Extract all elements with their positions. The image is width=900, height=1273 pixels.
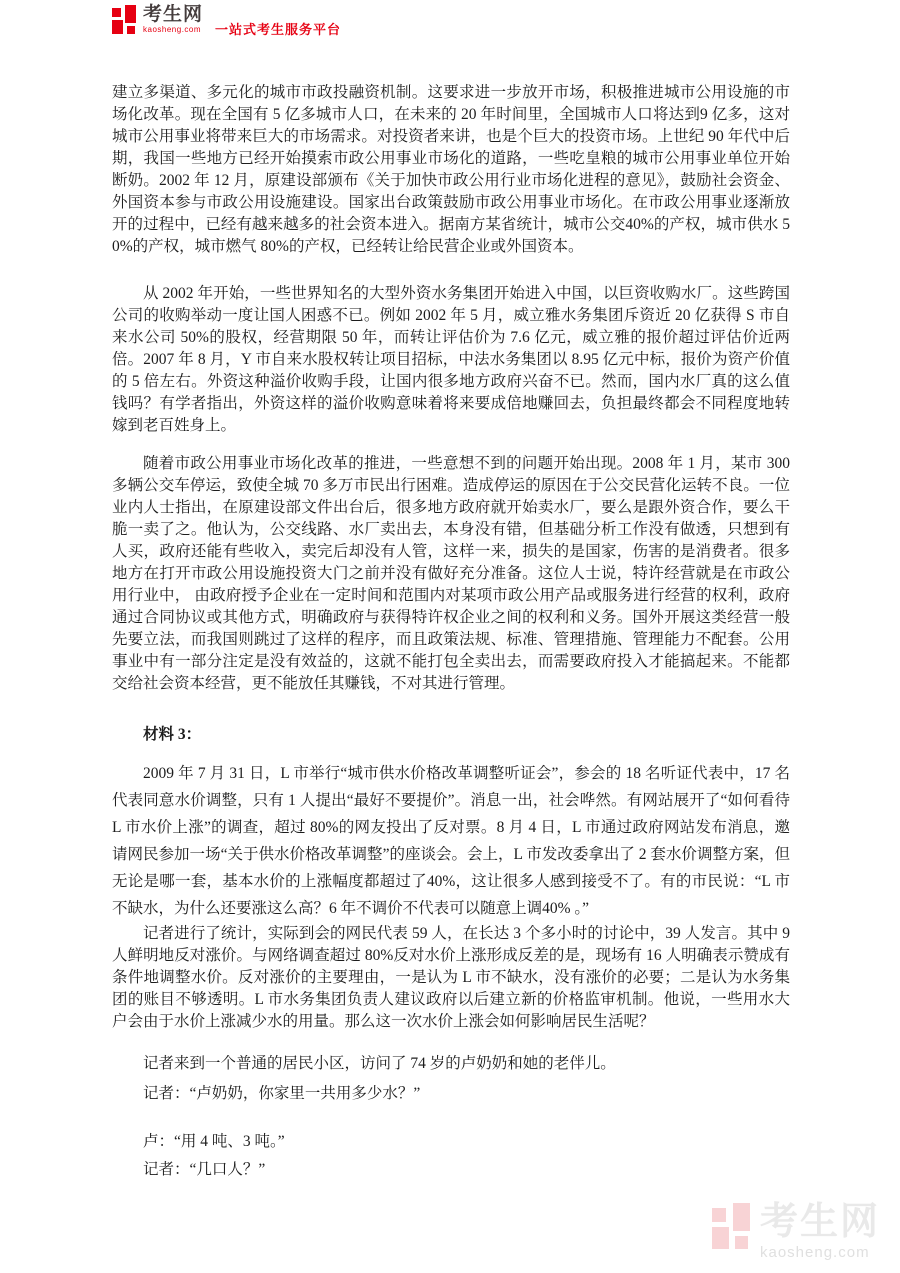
kaosheng-watermark bbox=[712, 1203, 880, 1260]
document-body bbox=[112, 82, 790, 1181]
logo-name: 考生网 bbox=[143, 4, 204, 25]
paragraph-continuation: 建立多渠道、多元化的城市市政投融资机制。这要求进一步放开市场，积极推进城市公用设施的市场化改革。现在全国有 5 亿多城市人口，在未来的 20 年时间里，全国城市人口将达到9 亿多，这对城市公用事业将带来巨大的市场需求。对投资者来讲，也是个巨大的投资市场。上世纪 90 年代中后期，我国一些地方已经开始摸索市政公用事业市场化的道路，一些吃皇粮的城市公用事业单位开始断奶。2002 年 12 月，原建设部颁布《关于加快市政公用行业市场化进程的意见》，鼓励社会资金、外国资本参与市政公用设施建设。国家出台政策鼓励市政公用事业市场化。在市政公用事业逐渐放开的过程中，已经有越来越多的社会资本进入。据南方某省统计，城市公交40%的产权，城市供水 50%的产权，城市燃气 80%的产权，已经转让给民营企业或外国资本。 bbox=[112, 84, 790, 255]
site-header bbox=[112, 5, 341, 41]
section-heading-material-3: 材料 3： bbox=[143, 726, 202, 743]
paragraph-reporter-statistics: 记者进行了统计，实际到会的网民代表 59 人，在长达 3 个多小时的讨论中，39 人发言。其中 9 人鲜明地反对涨价。与网络调查超过 80%反对水价上涨形成反差的是，现场有 16 人明确表示赞成有条件地调整水价。反对涨价的主要理由，一是认为 L 市不缺水，没有涨价的必要；二是认为水务集团的账目不够透明。L 市水务集团负责人建议政府以后建立新的价格监审机制。他说，一些用水大户会由于水价上涨减少水的用量。那么这一次水价上涨会如何影响居民生活呢？ bbox=[112, 925, 790, 1030]
paragraph-foreign-acquisitions: 从 2002 年开始，一些世界知名的大型外资水务集团开始进入中国，以巨资收购水厂。这些跨国公司的收购举动一度让国人困惑不已。例如 2002 年 5 月，威立雅水务集团斥资近 20 亿获得 S 市自来水公司 50%的股权，经营期限 50 年，而转让评估价为 7.6 亿元，威立雅的报价超过评估价近两倍。2007 年 8 月，Y 市自来水股权转让项目招标，中法水务集团以 8.95 亿元中标，报价为资产价值的 5 倍左右。外资这种溢价收购手段，让国内很多地方政府兴奋不已。然而，国内水厂真的这么值钱吗？有学者指出，外资这样的溢价收购意味着将来要成倍地赚回去，负担最终都会不同程度地转嫁到老百姓身上。 bbox=[112, 285, 790, 434]
logo-domain: kaosheng.com bbox=[143, 25, 202, 34]
dialogue-lu-answer: 卢：“用 4 吨、3 吨。” bbox=[143, 1133, 285, 1150]
dialogue-reporter-question-2: 记者：“几口人？” bbox=[143, 1161, 266, 1178]
kaosheng-logo bbox=[112, 5, 341, 38]
logo-tagline: 一站式考生服务平台 bbox=[215, 22, 342, 37]
watermark-domain: kaosheng.com bbox=[760, 1244, 870, 1261]
paragraph-market-reform-problems: 随着市政公用事业市场化改革的推进，一些意想不到的问题开始出现。2008 年 1 月，某市 300 多辆公交车停运，致使全城 70 多万市民出行困难。造成停运的原因在于公交民营化运转不良。一位业内人士指出，在原建设部文件出台后，很多地方政府就开始卖水厂，要么是跟外资合作，要么干脆一卖了之。他认为，公交线路、水厂卖出去，本身没有错，但基础分析工作没有做透，只想到有人买，政府还能有些收入，卖完后却没有人管，这样一来，损失的是国家，伤害的是消费者。很多地方在打开市政公用设施投资大门之前并没有做好充分准备。这位人士说，特许经营就是在市政公用行业中， 由政府授予企业在一定时间和范围内对某项市政公用产品或服务进行经营的权利，政府通过合同协议或其他方式，明确政府与获得特许权企业之间的权利和义务。国外开展这类经营一般先要立法，而我国则跳过了这样的程序，而且政策法规、标准、管理措施、管理能力不配套。公用事业中有一部分注定是没有效益的，这就不能打包全卖出去，而需要政府投入才能搞起来。不能都交给社会资本经营，更不能放任其赚钱，不对其进行管理。 bbox=[112, 455, 790, 692]
paragraph-reporter-visit: 记者来到一个普通的居民小区，访问了 74 岁的卢奶奶和她的老伴儿。 bbox=[143, 1055, 616, 1072]
logo-text bbox=[143, 5, 203, 34]
watermark-text bbox=[760, 1203, 880, 1260]
paragraph-hearing-2009: 2009 年 7 月 31 日，L 市举行“城市供水价格改革调整听证会”，参会的 18 名听证代表中，17 名代表同意水价调整，只有 1 人提出“最好不要提价”。消息一出，社会哗然。有网站展开了“如何看待 L 市水价上涨”的调查，超过 80%的网友投出了反对票。8 月 4 日，L 市通过政府网站发布消息，邀请网民参加一场“关于供水价格改革调整”的座谈会。会上，L 市发改委拿出了 2 套水价调整方案，但无论是哪一套，基本水价的上涨幅度都超过了40%，这让很多人感到接受不了。有的市民说：“L 市不缺水，为什么还要涨这么高？6 年不调价不代表可以随意上调40% 。” bbox=[112, 765, 790, 917]
dialogue-reporter-question-1: 记者：“卢奶奶，你家里一共用多少水？” bbox=[143, 1085, 421, 1102]
kaosheng-watermark-icon bbox=[712, 1203, 752, 1253]
kaosheng-logo-icon bbox=[112, 5, 137, 36]
watermark-name: 考生网 bbox=[760, 1201, 881, 1243]
